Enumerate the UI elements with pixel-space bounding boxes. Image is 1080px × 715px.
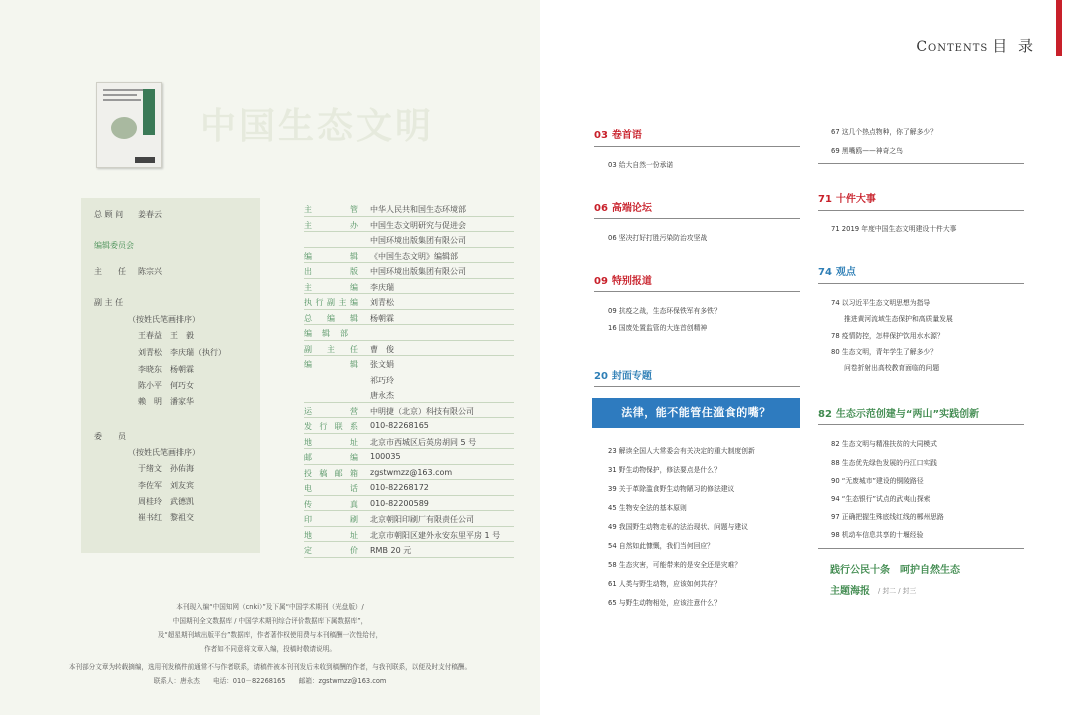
section-heading[interactable]: 74 观点 bbox=[818, 267, 856, 278]
info-row: 邮编 100035 bbox=[304, 449, 514, 465]
info-row: 地址 北京市西城区后英房胡同 5 号 bbox=[304, 434, 514, 450]
poster-title[interactable]: 主题海报 bbox=[830, 586, 870, 597]
info-row: 编辑 《中国生态文明》编辑部 bbox=[304, 248, 514, 264]
toc-item[interactable]: 61 人类与野生动物，应该如何共存？ bbox=[608, 580, 721, 588]
toc-item[interactable]: 65 与野生动物相处，应该注意什么？ bbox=[608, 599, 721, 607]
copyright-note-line: 中国期刊全文数据库 / 中国学术期刊综合评价数据库下属数据库”， bbox=[172, 617, 368, 625]
toc-item[interactable]: 94 “生态银行”试点的武夷山探索 bbox=[831, 495, 931, 503]
divider bbox=[594, 386, 800, 387]
info-row: 出版 中国环境出版集团有限公司 bbox=[304, 263, 514, 279]
info-row: 总编辑 杨朝霖 bbox=[304, 310, 514, 326]
director-label: 主 任 bbox=[94, 267, 126, 276]
consultant-label: 总 顾 问 bbox=[94, 210, 124, 219]
toc-item[interactable]: 06 坚决打好打胜污染防治攻坚战 bbox=[608, 234, 708, 242]
vice-row: 王春益 王 毅 bbox=[138, 331, 194, 340]
toc-item[interactable]: 88 生态优先绿色发展的丹江口实践 bbox=[831, 459, 937, 467]
toc-item[interactable]: 45 生物安全法的基本原则 bbox=[608, 504, 687, 512]
right-page bbox=[540, 0, 1080, 715]
vice-director-label: 副 主 任 bbox=[94, 298, 124, 307]
info-row: 印刷 北京朝阳印刷厂有限责任公司 bbox=[304, 511, 514, 527]
vice-row: 陈小平 何巧女 bbox=[138, 381, 194, 390]
cover-topic-banner[interactable]: 法律，能不能管住滥食的嘴？ bbox=[592, 398, 800, 428]
section-heading[interactable]: 09 特别报道 bbox=[594, 276, 652, 287]
toc-item[interactable]: 74 以习近平生态文明思想为指导 bbox=[831, 299, 931, 307]
info-row: 传真 010-82200589 bbox=[304, 496, 514, 512]
info-row: 地址 北京市朝阳区建外永安东里平房 1 号 bbox=[304, 527, 514, 543]
info-row: 发行联系 010-82268165 bbox=[304, 418, 514, 434]
info-row: 定价 RMB 20 元 bbox=[304, 542, 514, 558]
toc-item[interactable]: 71 2019 年度中国生态文明建设十件大事 bbox=[831, 225, 957, 233]
cover-text-line bbox=[103, 94, 137, 96]
poster-pages: / 封二 / 封三 bbox=[878, 587, 917, 595]
info-row: 祁巧玲 bbox=[370, 375, 394, 385]
info-row: 运营 中明捷（北京）科技有限公司 bbox=[304, 403, 514, 419]
section-heading[interactable]: 71 十件大事 bbox=[818, 194, 876, 205]
section-heading[interactable]: 82 生态示范创建与“两山”实践创新 bbox=[818, 409, 980, 420]
contents-header bbox=[916, 35, 1036, 56]
toc-item[interactable]: 69 黑嘴鸥——神奇之鸟 bbox=[831, 147, 903, 155]
vice-order-note: （按姓氏笔画排序） bbox=[128, 315, 200, 324]
red-accent-bar bbox=[1056, 0, 1062, 56]
toc-item[interactable]: 49 我国野生动物走私的法治现状、问题与建议 bbox=[608, 523, 748, 531]
divider bbox=[818, 210, 1024, 211]
toc-item[interactable]: 80 生态文明，青年学生了解多少？ bbox=[831, 348, 937, 356]
members-label: 委 员 bbox=[94, 432, 126, 441]
contents-header-cn: 目 录 bbox=[992, 37, 1036, 55]
cover-bird-image bbox=[111, 117, 137, 139]
section-heading[interactable]: 03 卷首语 bbox=[594, 130, 642, 141]
toc-item[interactable]: 39 关于革除滥食野生动物陋习的修法建议 bbox=[608, 485, 735, 493]
vice-row: 赖 明 潘家华 bbox=[138, 397, 194, 406]
info-row: 主编 李庆瑞 bbox=[304, 279, 514, 295]
toc-item[interactable]: 90 “无废城市”建设的铜陵路径 bbox=[831, 477, 924, 485]
contents-header-en: Contents bbox=[916, 39, 989, 55]
consultant-name: 姜春云 bbox=[138, 210, 162, 219]
info-row: 电话 010-82268172 bbox=[304, 480, 514, 496]
info-row: 投稿邮箱 zgstwmzz@163.com bbox=[304, 465, 514, 481]
cover-thumbnail bbox=[96, 82, 162, 168]
toc-item[interactable]: 09 抗疫之战，生态环保铁军有多铁？ bbox=[608, 307, 721, 315]
toc-item[interactable]: 78 疫情防控，怎样保护饮用水水源？ bbox=[831, 332, 944, 340]
member-row: 李佐军 刘友宾 bbox=[138, 481, 194, 490]
member-row: 周桂玲 武德凯 bbox=[138, 497, 194, 506]
poster-slogan[interactable]: 践行公民十条 呵护自然生态 bbox=[830, 565, 960, 576]
toc-item[interactable]: 54 自然如此慷慨，我们当何回应？ bbox=[608, 542, 714, 550]
toc-item[interactable]: 03 给大自然一份承诺 bbox=[608, 161, 674, 169]
cover-text-line bbox=[103, 99, 141, 101]
vice-row: 刘青松 李庆瑞（执行） bbox=[138, 348, 226, 357]
copyright-note-line: 及“超星期刊域出版平台”数据库，作者著作权使用费与本刊稿酬一次性给付， bbox=[157, 631, 383, 639]
magazine-watermark-title: 中国生态文明 bbox=[200, 105, 435, 147]
copyright-note-line: 本刊现入编“中国知网（cnki）”及下属“中国学术期刊（光盘版）/ bbox=[176, 603, 364, 611]
info-row: 副主任 曹 俊 bbox=[304, 341, 514, 357]
toc-item[interactable]: 67 这几个热点物种，你了解多少？ bbox=[831, 128, 937, 136]
toc-item[interactable]: 问卷折射出高校教育面临的问题 bbox=[844, 364, 940, 372]
toc-item[interactable]: 97 正确把握生殊底线红线的郴州思路 bbox=[831, 513, 944, 521]
toc-item[interactable]: 推进黄河流域生态保护和高质量发展 bbox=[844, 315, 953, 323]
divider bbox=[818, 163, 1024, 164]
members-order-note: （按姓氏笔画排序） bbox=[128, 448, 200, 457]
toc-item[interactable]: 23 解读全国人大常委会有关决定的重大制度创新 bbox=[608, 447, 755, 455]
divider bbox=[594, 146, 800, 147]
section-heading[interactable]: 06 高端论坛 bbox=[594, 203, 652, 214]
director-name: 陈宗兴 bbox=[138, 267, 162, 276]
cover-text-line bbox=[103, 89, 143, 91]
divider bbox=[818, 424, 1024, 425]
committee-label: 编辑委员会 bbox=[94, 241, 134, 250]
cover-title-block bbox=[143, 89, 155, 135]
toc-item[interactable]: 98 机动车信息共享的十堰经验 bbox=[831, 531, 924, 539]
divider bbox=[818, 548, 1024, 549]
divider bbox=[594, 291, 800, 292]
toc-item[interactable]: 58 生态灾害，可能带来的是安全还是灾难？ bbox=[608, 561, 742, 569]
member-row: 崔书红 黎祖交 bbox=[138, 513, 194, 522]
toc-item[interactable]: 16 国废处置监管的大连首创精神 bbox=[608, 324, 708, 332]
info-row: 主办 中国生态文明研究与促进会 bbox=[304, 217, 514, 233]
info-row: 唐永杰 bbox=[304, 387, 514, 403]
divider bbox=[818, 283, 1024, 284]
info-row: 编辑部 bbox=[304, 325, 514, 341]
vice-row: 李晓东 杨朝霖 bbox=[138, 365, 194, 374]
toc-item[interactable]: 82 生态文明与精准扶贫的大同模式 bbox=[831, 440, 937, 448]
cover-barcode bbox=[135, 157, 155, 163]
info-row: 中国环境出版集团有限公司 bbox=[304, 232, 514, 248]
reprint-note-line: 本刊部分文章为转载摘编，选用刊发稿件前通常不与作者联系，请稿件被本刊刊发后未收到稿酬的作者，与我刊联系，以便及时支付稿酬。 bbox=[68, 663, 472, 671]
info-row: 编辑 张文娟 bbox=[304, 360, 394, 369]
contact-line: 联系人：唐永杰 电话：010－82268165 邮箱：zgstwmzz@163.com bbox=[153, 677, 387, 685]
info-row: 主管 中华人民共和国生态环境部 bbox=[304, 201, 514, 217]
divider bbox=[594, 218, 800, 219]
info-row: 执行副主编 刘青松 bbox=[304, 294, 514, 310]
section-heading[interactable]: 20 封面专题 bbox=[594, 371, 652, 382]
copyright-note-line: 作者如不同意将文章入编，投稿时敬请说明。 bbox=[204, 645, 336, 653]
toc-item[interactable]: 31 野生动物保护，修法要点是什么？ bbox=[608, 466, 721, 474]
member-row: 于绪文 孙佑海 bbox=[138, 464, 194, 473]
